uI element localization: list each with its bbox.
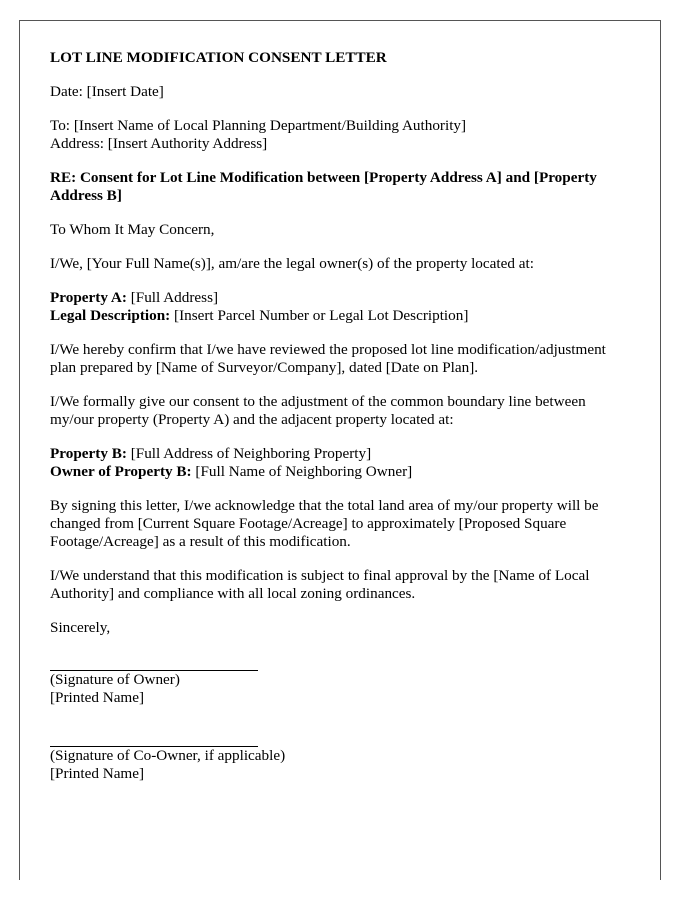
signature-caption: (Signature of Owner): [50, 671, 180, 688]
date-line: Date: [Insert Date]: [50, 83, 164, 100]
property-a-line: [50, 289, 630, 307]
property-b-value: [Full Address of Neighboring Property]: [126, 445, 372, 462]
property-a-value: [Full Address]: [126, 289, 219, 306]
legal-description-value: [Insert Parcel Number or Legal Lot Description]: [170, 307, 469, 324]
signature-block-co-owner: [50, 733, 630, 783]
property-b-label: Property B:: [50, 445, 127, 462]
printed-name: [Printed Name]: [50, 765, 145, 782]
signature-line: [50, 733, 258, 747]
re-line: [50, 169, 630, 205]
area-paragraph: By signing this letter, I/we acknowledge that the total land area of my/our property will be changed from [Current Square Footage/Acreage] to approximately [Proposed Square Footage/Acreage] as a result of this modification.: [50, 497, 599, 550]
to-line: To: [Insert Name of Local Planning Department/Building Authority]: [50, 117, 467, 134]
property-a-block: [50, 289, 630, 325]
confirm-paragraph: I/We hereby confirm that I/we have reviewed the proposed lot line modification/adjustment plan prepared by [Name of Surveyor/Company], dated [Date on Plan].: [50, 341, 606, 376]
printed-name: [Printed Name]: [50, 689, 145, 706]
signature-line: [50, 657, 258, 671]
signature-block-owner: [50, 657, 630, 707]
closing: Sincerely,: [50, 619, 111, 636]
owner-b-line: [50, 463, 630, 481]
letter-content: [50, 49, 630, 799]
address-line: Address: [Insert Authority Address]: [50, 135, 268, 152]
legal-description-line: [50, 307, 630, 325]
consent-paragraph: I/We formally give our consent to the adjustment of the common boundary line between my/our property (Property A) and the adjacent property located at:: [50, 393, 586, 428]
salutation: To Whom It May Concern,: [50, 221, 215, 238]
letter-page: [19, 20, 661, 880]
re-line-text: RE: Consent for Lot Line Modification between [Property Address A] and [Property Address B]: [50, 169, 597, 204]
property-b-block: [50, 445, 630, 481]
letter-title: LOT LINE MODIFICATION CONSENT LETTER: [50, 49, 387, 66]
legal-description-label: Legal Description:: [50, 307, 171, 324]
owner-b-value: [Full Name of Neighboring Owner]: [191, 463, 413, 480]
property-a-label: Property A:: [50, 289, 127, 306]
recipient-block: [50, 117, 630, 153]
owner-b-label: Owner of Property B:: [50, 463, 192, 480]
property-b-line: [50, 445, 630, 463]
signature-spacer: [50, 723, 630, 733]
approval-paragraph: I/We understand that this modification is subject to final approval by the [Name of Local Authority] and compliance with all local zoning ordinances.: [50, 567, 590, 602]
intro-paragraph: I/We, [Your Full Name(s)], am/are the legal owner(s) of the property located at:: [50, 255, 534, 272]
signature-caption: (Signature of Co-Owner, if applicable): [50, 747, 286, 764]
